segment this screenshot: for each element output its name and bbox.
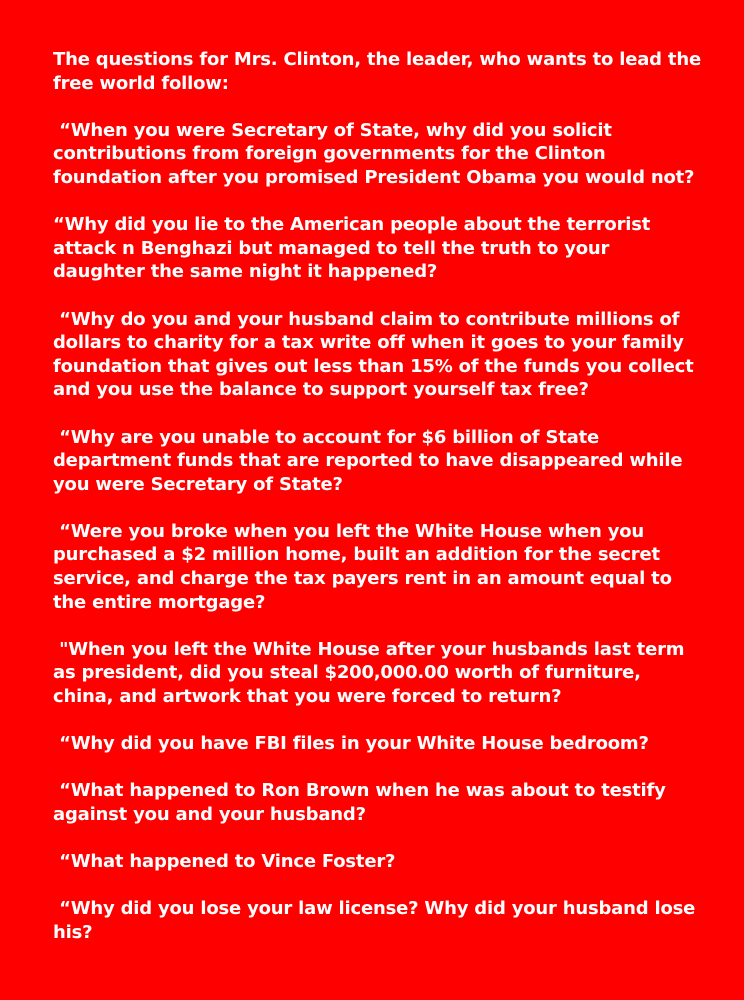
question-paragraph: “When you were Secretary of State, why did you solicit contributions from foreign governments for the Clinton foundation after you promised President Obama you would not? xyxy=(53,119,695,188)
question-paragraph: “What happened to Ron Brown when he was about to testify against you and your husband? xyxy=(53,780,672,825)
question-paragraph: “Why did you lose your law license? Why did your husband lose his? xyxy=(53,898,702,943)
question-paragraph: “What happened to Vince Foster? xyxy=(53,851,396,873)
question-paragraph: “Why do you and your husband claim to contribute millions of dollars to charity for a tax write off when it goes to your family foundation that gives out less than 15% of the funds you collect and you use the balance to support yourself tax free? xyxy=(53,308,700,401)
question-paragraph: "When you left the White House after your husbands last term as president, did you steal $200,000.00 worth of furniture, china, and artwork that you were forced to return? xyxy=(53,638,691,708)
intro-text: The questions for Mrs. Clinton, the leader, who wants to lead the free world follow: xyxy=(53,49,708,94)
question-paragraph: “Why did you have FBI files in your White House bedroom? xyxy=(53,733,649,755)
question-paragraph: “Why are you unable to account for $6 billion of State department funds that are reported to have disappeared while you were Secretary of State? xyxy=(53,426,689,495)
question-paragraph: “Were you broke when you left the White House when you purchased a $2 million home, built an addition for the secret service, and charge the tax payers rent in an amount equal to the entire mortgage? xyxy=(53,520,678,613)
question-paragraph: “Why did you lie to the American people about the terrorist attack n Benghazi but managed to tell the truth to your daughter the same night it happened? xyxy=(53,214,657,283)
